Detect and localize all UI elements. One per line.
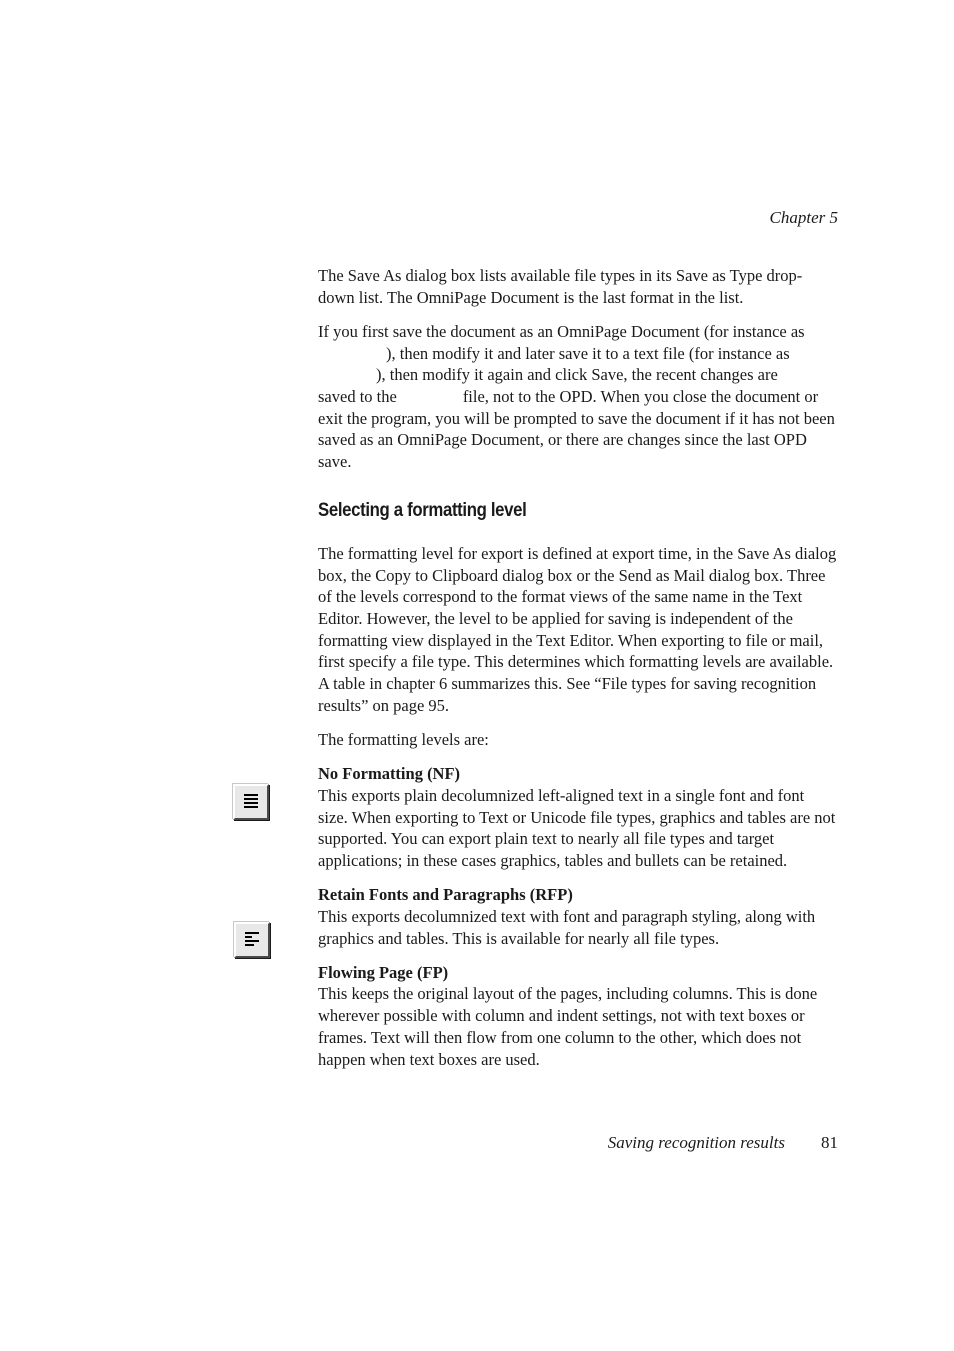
level-title: Flowing Page (FP)	[318, 962, 449, 982]
paragraph-save-line-2: ), then modify it and later save it to a text file (for instance as	[386, 343, 790, 363]
level-no-formatting	[318, 763, 838, 872]
paragraph-formatting-intro: The formatting level for export is defined at export time, in the Save As dialog box, the Copy to Clipboard dialog box or the Send as Mail dialog box. Three of the levels correspond to the format views of the same name in the Text Editor. However, the level to be applied for saving is independent of the formatting view displayed in the Text Editor. When exporting to file or mail, first specify a file type. This determines which formatting levels are available. A table in chapter 6 summarizes this. See “File types for saving recognition results” on page 95.	[318, 543, 837, 715]
page-footer	[608, 1133, 838, 1153]
paragraph-save-line-3: ), then modify it again and click Save, the recent changes are	[376, 365, 778, 385]
paragraph-save-behavior	[318, 321, 838, 473]
paragraph-save-as-types: The Save As dialog box lists available file types in its Save as Type drop-down list. The OmniPage Document is the last format in the list.	[318, 266, 803, 307]
paragraph-save-line-4b: file, not to the OPD. When you close the document	[462, 387, 801, 407]
paragraph-levels-lead: The formatting levels are:	[318, 729, 489, 749]
retain-fonts-paragraphs-icon	[234, 922, 270, 958]
level-description: This keeps the original layout of the pages, including columns. This is done wherever possible with column and indent settings, not with text boxes or frames. Text will then flow from one column to the other, which does not happen when text boxes are used.	[318, 984, 818, 1069]
level-description: This exports decolumnized text with font and paragraph styling, along with graphics and tables. This is available for nearly all file types.	[318, 906, 816, 948]
chapter-label: Chapter 5	[769, 208, 838, 227]
level-title: No Formatting (NF)	[318, 764, 461, 784]
retain-fonts-paragraphs-glyph	[243, 931, 261, 949]
paragraph-save-line-1: If you first save the document as an OmniPage Document (for instance as	[318, 321, 805, 341]
section-heading: Selecting a formatting level	[318, 498, 527, 521]
no-formatting-icon	[233, 784, 269, 820]
paragraph-save-line-4a: saved to the	[318, 387, 397, 407]
level-description: This exports plain decolumnized left-aligned text in a single font and font size. When exporting to Text or Unicode file types, graphics and tables are not supported. You can export plain text to nearly all file types and target applications; in these cases graphics, tables and bullets can be retained.	[318, 785, 836, 870]
page-number: 81	[821, 1133, 838, 1152]
level-retain-fonts-paragraphs	[318, 884, 838, 949]
page-body	[318, 265, 838, 1083]
no-formatting-glyph	[242, 793, 260, 811]
level-flowing-page	[318, 962, 838, 1071]
paragraph-save-rest: or exit the program, you will be prompted to save the document if it has not been saved as an OmniPage Document, or there are changes since the last OPD save.	[318, 387, 835, 472]
footer-section-title: Saving recognition results	[607, 1133, 785, 1152]
level-title: Retain Fonts and Paragraphs (RFP)	[318, 885, 573, 905]
